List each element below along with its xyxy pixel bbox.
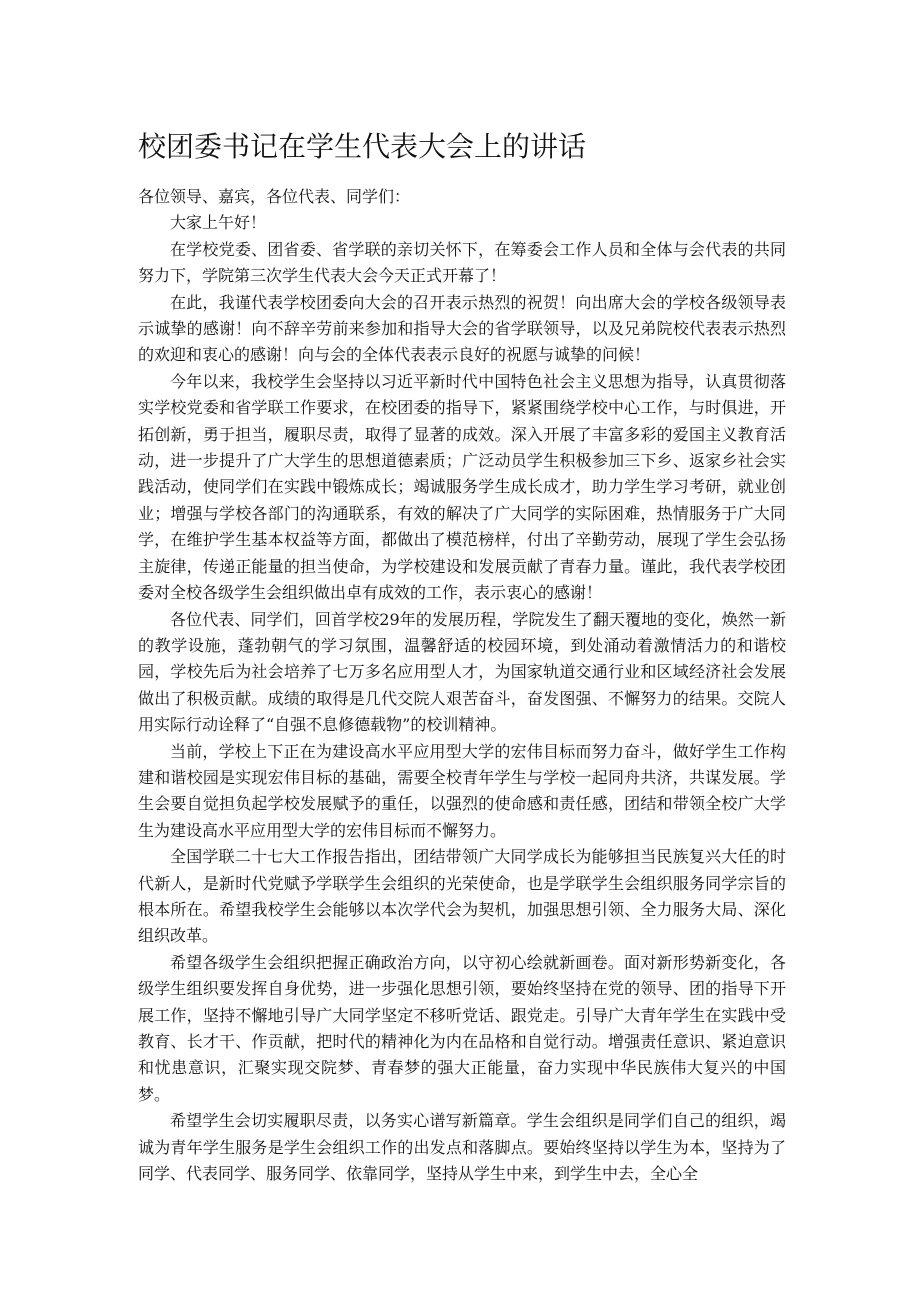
- paragraph-opening: 在学校党委、团省委、省学联的亲切关怀下，在筹委会工作人员和全体与会代表的共同努力下，学院第三次学生代表大会今天正式开幕了！: [138, 239, 786, 286]
- paragraph-greeting: 大家上午好！: [170, 213, 267, 233]
- paragraph-current-goals: 当前，学校上下正在为建设高水平应用型大学的宏伟目标而努力奋斗，做好学生工作构建和谐校园是实现宏伟目标的基础，需要全校青年学生与学校一起同舟共济，共谋发展。学生会要自觉担负起学校发展赋予的重任，以强烈的使命感和责任感，团结和带领全校广大学生为建设高水平应用型大学的宏伟目标而不懈努力。: [138, 741, 786, 840]
- paragraph-political-direction: 希望各级学生会组织把握正确政治方向，以守初心绘就新画卷。面对新形势新变化，各级学生组织要发挥自身优势，进一步强化思想引领，要始终坚持在党的领导、团的指导下开展工作，坚持不懈地引导广大同学坚定不移听党话、跟党走。引导广大青年学生在实践中受教育、长才干、作贡献，把时代的精神化为内在品格和自觉行动。增强责任意识、紧迫意识和忧患意识，汇聚实现交院梦、青春梦的强大正能量，奋力实现中华民族伟大复兴的中国梦。: [138, 952, 786, 1104]
- salutation: 各位领导、嘉宾，各位代表、同学们：: [138, 187, 411, 206]
- document-title: 校团委书记在学生代表大会上的讲话: [138, 130, 587, 163]
- paragraph-history: 各位代表、同学们，回首学校29年的发展历程，学院发生了翻天覆地的变化，焕然一新的教学设施，蓬勃朝气的学习氛围，温馨舒适的校园环境，到处涌动着激情活力的和谐校园，学校先后为社会培养了七万多名应用型人才，为国家轨道交通行业和区域经济社会发展做出了积极贡献。成绩的取得是几代交院人艰苦奋斗，奋发图强、不懈努力的结果。交院人用实际行动诠释了“自强不息修德载物”的校训精神。: [138, 609, 786, 735]
- paragraph-duty: 希望学生会切实履职尽责，以务实心谱写新篇章。学生会组织是同学们自己的组织，竭诚为青年学生服务是学生会组织工作的出发点和落脚点。要始终坚持以学生为本，坚持为了同学、代表同学、服务同学、依靠同学，坚持从学生中来，到学生中去，全心全: [138, 1111, 786, 1184]
- paragraph-achievements: 今年以来，我校学生会坚持以习近平新时代中国特色社会主义思想为指导，认真贯彻落实学校党委和省学联工作要求，在校团委的指导下，紧紧围绕学校中心工作，与时俱进，开拓创新，勇于担当，履职尽责，取得了显著的成效。深入开展了丰富多彩的爱国主义教育活动，进一步提升了广大学生的思想道德素质；广泛动员学生积极参加三下乡、返家乡社会实践活动，使同学们在实践中锻炼成长；竭诚服务学生成长成才，助力学生学习考研，就业创业；增强与学校各部门的沟通联系，有效的解决了广大同学的实际困难，热情服务于广大同学，在维护学生基本权益等方面，都做出了模范榜样，付出了辛勤劳动，展现了学生会弘扬主旋律，传递正能量的担当使命，为学校建设和发展贡献了青春力量。谨此，我代表学校团委对全校各级学生会组织做出卓有成效的工作，表示衷心的感谢！: [138, 371, 786, 603]
- paragraph-thanks: 在此，我谨代表学校团委向大会的召开表示热烈的祝贺！向出席大会的学校各级领导表示诚挚的感谢！向不辞辛劳前来参加和指导大会的省学联领导，以及兄弟院校代表表示热烈的欢迎和衷心的感谢！向与会的全体代表表示良好的祝愿与诚挚的问候！: [138, 292, 786, 365]
- document-body: [138, 184, 786, 1187]
- paragraph-national-report: 全国学联二十七大工作报告指出，团结带领广大同学成长为能够担当民族复兴大任的时代新人，是新时代党赋予学联学生会组织的光荣使命，也是学联学生会组织服务同学宗旨的根本所在。希望我校学生会能够以本次学代会为契机，加强思想引领、全力服务大局、深化组织改革。: [138, 847, 786, 946]
